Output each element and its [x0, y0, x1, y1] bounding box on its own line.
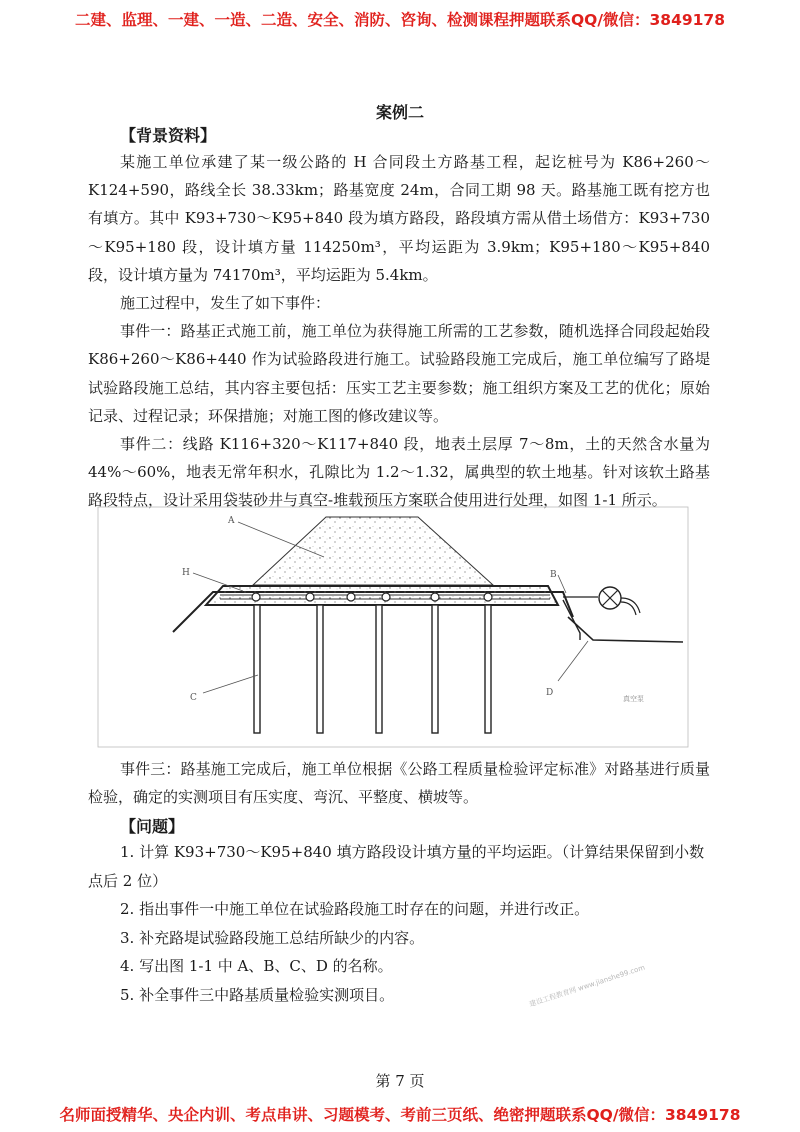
- background-paragraph-1: 某施工单位承建了某一级公路的 H 合同段土方路基工程，起讫桩号为 K86+260～K124+590，路线全长 38.33km；路基宽度 24m，合同工期 98 天。路基施工既有挖方也有填方。其中 K93+730～K95+840 段为填方路段，路段填方需从借土场借方：K93+730～K95+180 段，设计填方量 114250m³，平均运距为 3.9km；K95+180～K95+840 段，设计填方量为 74170m³，平均运距为 5.4km。: [88, 153, 710, 284]
- label-c: C: [190, 693, 197, 703]
- event-three-section: [88, 755, 710, 811]
- event-two-paragraph: 事件二：线路 K116+320～K117+840 段，地表土层厚 7～8m，土的天然含水量为 44%～60%，地表无常年积水，孔隙比为 1.2～1.32，属典型的软土地基。针对该软土路基路段特点，设计采用袋装砂井与真空-堆载预压方案联合使用进行处理，如图 1-1 所示。: [88, 435, 710, 510]
- question-2: 2. 指出事件一中施工单位在试验路段施工时存在的问题，并进行改正。: [120, 900, 590, 918]
- question-3: 3. 补充路堤试验路段施工总结所缺少的内容。: [120, 928, 425, 947]
- question-5: 5. 补全事件三中路基质量检验实测项目。: [120, 985, 395, 1004]
- bottom-banner: 名师面授精华、央企内训、考点串讲、习题模考、考前三页纸、绝密押题联系QQ/微信：3849178: [59, 1106, 741, 1124]
- embankment-fill: [253, 517, 493, 585]
- question-4: 4. 写出图 1-1 中 A、B、C、D 的名称。: [120, 957, 393, 975]
- questions-list: [88, 838, 710, 1009]
- watermark: 建设工程教育网 www.jianshe99.com: [528, 963, 646, 1009]
- label-b: B: [550, 570, 557, 580]
- label-a: A: [228, 516, 235, 526]
- label-h: H: [182, 568, 190, 578]
- vacuum-pump-icon: [599, 587, 640, 615]
- label-vacuum-pump: 真空泵: [623, 695, 644, 703]
- event-three-paragraph: 事件三：路基施工完成后，施工单位根据《公路工程质量检验评定标准》对路基进行质量检验，确定的实测项目有压实度、弯沉、平整度、横坡等。: [88, 760, 710, 807]
- background-paragraph-2: 施工过程中，发生了如下事件：: [120, 294, 331, 313]
- label-d: D: [546, 688, 554, 698]
- top-banner: 二建、监理、一建、一造、二造、安全、消防、咨询、检测课程押题联系QQ/微信：3849178: [74, 11, 725, 29]
- questions-heading: 【问题】: [120, 817, 185, 836]
- event-one-paragraph: 事件一：路基正式施工前，施工单位为获得施工所需的工艺参数，随机选择合同段起始段 K86+260～K86+440 作为试验路段进行施工。试验路段施工完成后，施工单位编写了路堤试验路段施工总结，其内容主要包括：压实工艺主要参数；施工组织方案及工艺的优化；原始记录、过程记录；环保措施；对施工图的修改建议等。: [88, 322, 710, 425]
- page-number: 第 7 页: [375, 1072, 425, 1090]
- bagged-sand-drains: [254, 605, 491, 733]
- background-heading: 【背景资料】: [120, 126, 217, 145]
- figure-1-1-diagram: [88, 505, 712, 755]
- question-1: 1. 计算 K93+730～K95+840 填方路段设计填方量的平均运距。（计算结果保留到小数点后 2 位）: [88, 843, 705, 890]
- background-section: [88, 148, 710, 515]
- case-title: 案例二: [375, 103, 424, 122]
